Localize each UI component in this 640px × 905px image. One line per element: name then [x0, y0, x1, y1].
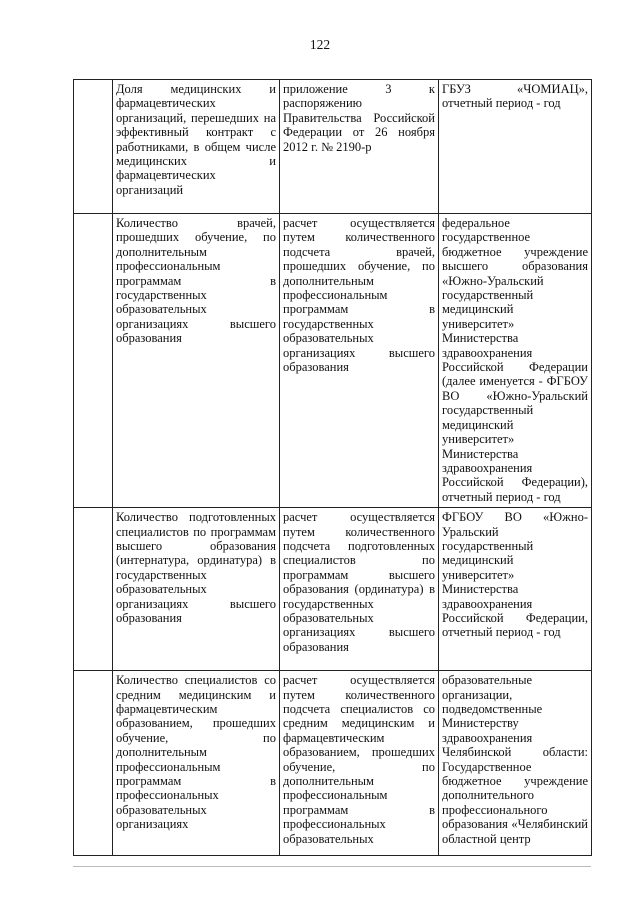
indicator-cell [113, 214, 280, 508]
row-number-cell [74, 508, 113, 671]
scan-edge-line [73, 866, 591, 867]
method-text: приложение 3 к распоряжению Правительства Российской Федерации от 26 ноября 2012 г. № 2190-р [283, 82, 435, 154]
indicator-text: Количество подготовленных специалистов по программам высшего образования (интернатура, ординатура) в государственных образовательных организациях высшего образования [116, 510, 276, 625]
indicator-cell [113, 80, 280, 214]
method-cell [280, 508, 439, 671]
method-text: расчет осуществляется путем количественного подсчета специалистов со средним медицинским и фармацевтическим образованием, прошедших обучение, по дополнительным профессиональным программам в профессиональных образовательных [283, 673, 435, 846]
indicator-cell [113, 671, 280, 856]
table-row [74, 508, 592, 671]
method-text: расчет осуществляется путем количественного подсчета подготовленных специалистов по программам высшего образования (ординатура) в государственных образовательных организациях высшего образования [283, 510, 435, 654]
method-cell [280, 671, 439, 856]
indicator-cell [113, 508, 280, 671]
source-cell [439, 508, 592, 671]
method-cell [280, 214, 439, 508]
table-row [74, 214, 592, 508]
indicator-text: Количество врачей, прошедших обучение, по дополнительным профессиональным программам в государственных образовательных организациях высшего образования [116, 216, 276, 346]
row-number-cell [74, 671, 113, 856]
source-text: федеральное государственное бюджетное учреждение высшего образования «Южно-Уральский государственный медицинский университет» Министерства здравоохранения Российской Федерации (далее именуется - ФГБОУ ВО «Южно-Уральский государственный медицинский университет» Министерства здравоохранения Российской Федерации), отчетный период - год [442, 216, 588, 504]
table-row [74, 671, 592, 856]
indicators-table [73, 79, 592, 856]
row-number-cell [74, 80, 113, 214]
source-text: ФГБОУ ВО «Южно-Уральский государственный медицинский университет» Министерства здравоохранения Российской Федерации, отчетный период - год [442, 510, 588, 640]
source-text: образовательные организации, подведомственные Министерству здравоохранения Челябинской области: Государственное бюджетное учреждение дополнительного профессионального образования «Челябинский областной центр [442, 673, 588, 846]
indicator-text: Количество специалистов со средним медицинским и фармацевтическим образованием, прошедших обучение, по дополнительным профессиональным программам в профессиональных образовательных организациях [116, 673, 276, 832]
source-text: ГБУЗ «ЧОМИАЦ», отчетный период - год [442, 82, 588, 111]
method-text: расчет осуществляется путем количественного подсчета врачей, прошедших обучение, по дополнительным профессиональным программам в государственных образовательных организациях высшего образования [283, 216, 435, 375]
source-cell [439, 214, 592, 508]
source-cell [439, 80, 592, 214]
indicator-text: Доля медицинских и фармацевтических организаций, перешедших на эффективный контракт с работниками, в общем числе медицинских и фармацевтических организаций [116, 82, 276, 197]
method-cell [280, 80, 439, 214]
source-cell [439, 671, 592, 856]
table-row [74, 80, 592, 214]
row-number-cell [74, 214, 113, 508]
page-number: 122 [309, 37, 331, 52]
